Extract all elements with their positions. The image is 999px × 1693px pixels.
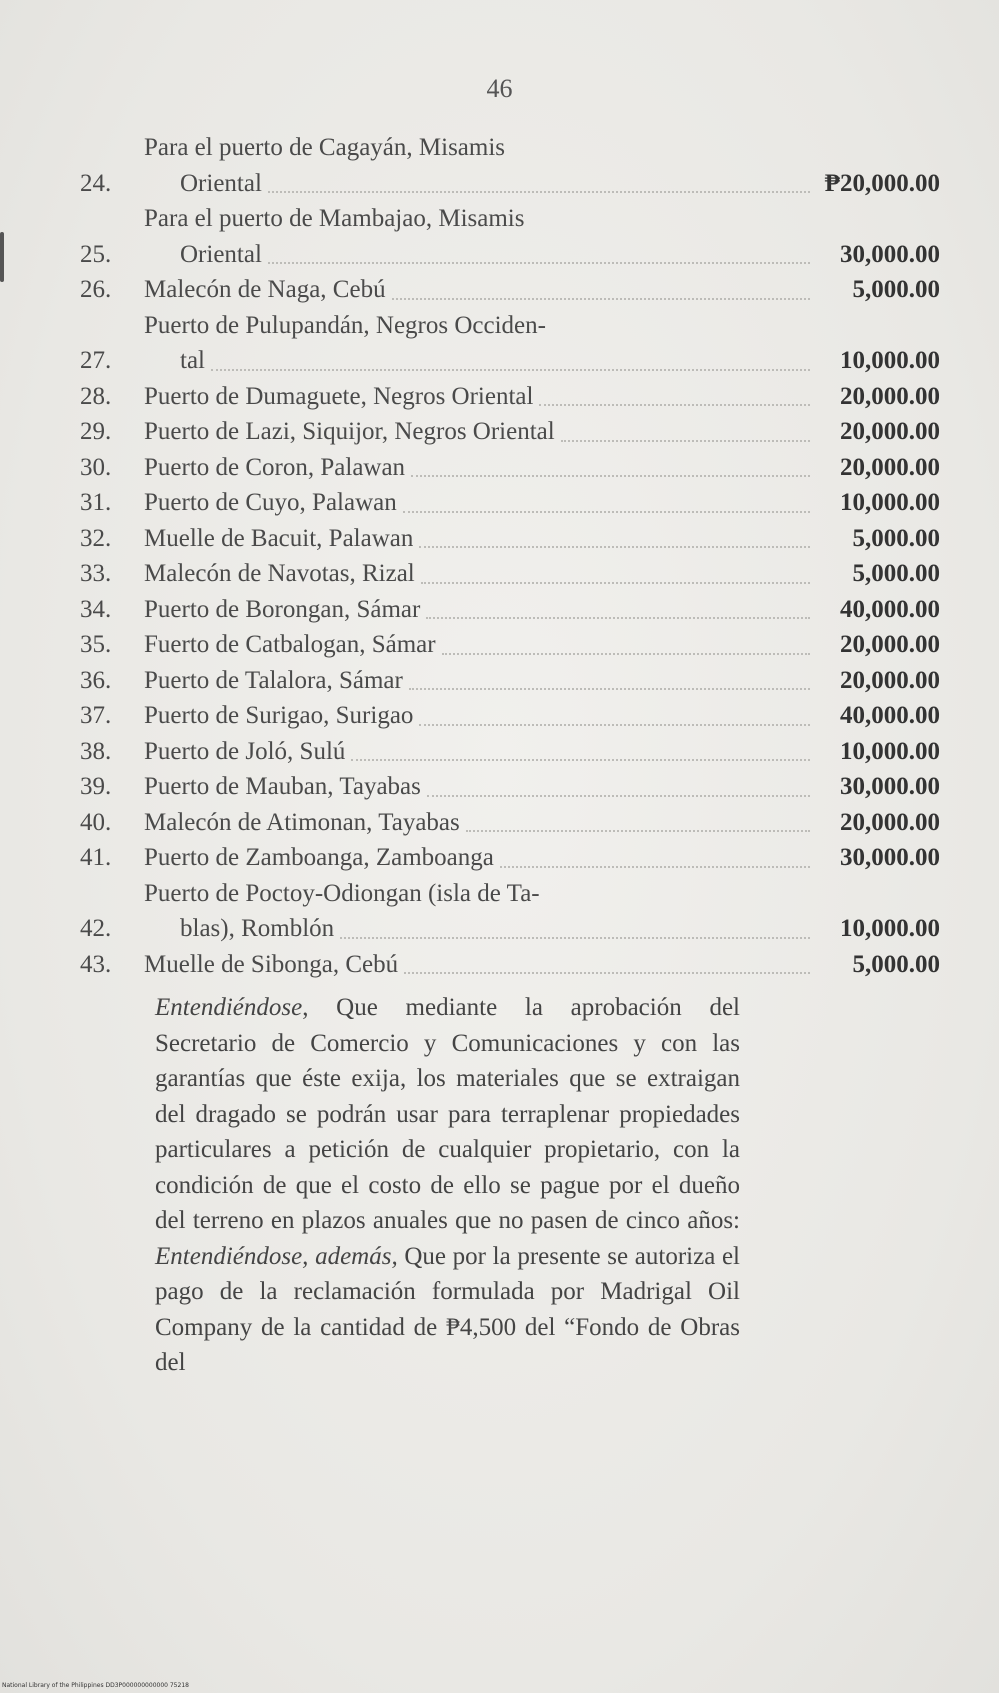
item-description: [144, 592, 814, 628]
page-number: 46: [486, 74, 513, 103]
dot-leader: [421, 582, 810, 584]
dot-leader: [426, 617, 810, 619]
scan-footer: National Library of the Philippines DD3P000000000000 75218: [2, 1682, 189, 1689]
item-amount: 30,000.00: [840, 240, 940, 268]
item-text-line1: Para el puerto de Mambajao, Misamis: [144, 205, 525, 232]
item-description: [144, 805, 814, 841]
item-amount: 5,000.00: [852, 524, 940, 552]
item-text-line1: Malecón de Naga, Cebú: [144, 276, 386, 303]
item-amount: 20,000.00: [840, 382, 940, 410]
item-description: [144, 769, 814, 805]
item-text-line2: Oriental: [180, 169, 262, 197]
item-amount: 10,000.00: [840, 489, 940, 516]
dot-leader: [466, 830, 810, 832]
item-text-line1: Muelle de Bacuit, Palawan: [144, 524, 414, 552]
item-description: [144, 414, 814, 450]
item-amount: 30,000.00: [840, 773, 940, 800]
item-number: 32.: [80, 524, 112, 552]
item-amount: 30,000.00: [840, 844, 940, 871]
dot-leader: [411, 475, 810, 477]
list-item: [80, 876, 940, 947]
item-description: [144, 379, 814, 415]
item-number: 26.: [80, 276, 112, 303]
appropriation-list: [80, 130, 940, 982]
proviso-italic-2: Entendiéndose, además,: [155, 1242, 398, 1270]
item-description: [144, 840, 814, 876]
item-number: 30.: [80, 453, 112, 481]
proviso-italic-1: Entendiéndose: [155, 994, 303, 1021]
dot-leader: [392, 298, 810, 300]
item-number: 38.: [80, 737, 112, 765]
list-item: [80, 592, 940, 628]
item-description: [144, 734, 814, 770]
dot-leader: [351, 759, 810, 761]
item-description: [144, 130, 814, 201]
item-amount: ₱20,000.00: [824, 169, 940, 197]
list-item: [80, 485, 940, 521]
proviso-text-1: , Que mediante la aprobación del Secretario de Comercio y Comunicaciones y con las garantías que éste exija, los materiales que se extraigan del dragado se podrán usar para terraplenar propiedades particulares a petición de cualquier propietario, con la condición de que el costo de ello se pague por el dueño del terreno en plazos anuales que no pasen de cinco años:: [155, 994, 740, 1234]
item-text-line1: Puerto de Pulupandán, Negros Occiden-: [144, 311, 546, 339]
item-description: [144, 627, 814, 663]
item-amount: 10,000.00: [840, 347, 940, 374]
dot-leader: [409, 688, 810, 690]
item-description: [144, 485, 814, 521]
item-amount: 40,000.00: [840, 595, 940, 623]
item-number: 24.: [80, 169, 112, 197]
dot-leader: [500, 866, 810, 868]
list-item: [80, 414, 940, 450]
item-number: 35.: [80, 631, 112, 658]
item-number: 39.: [80, 773, 112, 800]
item-description: [144, 308, 814, 379]
scan-edge-mark: [0, 232, 4, 282]
item-text-line2: Oriental: [180, 240, 262, 268]
item-description: [144, 663, 814, 699]
item-number: 37.: [80, 702, 112, 729]
item-text-line1: Puerto de Coron, Palawan: [144, 453, 406, 481]
item-number: 28.: [80, 382, 112, 410]
item-text-line1: Malecón de Navotas, Rizal: [144, 560, 415, 587]
item-text-line1: Puerto de Joló, Sulú: [144, 737, 346, 765]
list-item: [80, 627, 940, 663]
item-amount: 10,000.00: [840, 737, 940, 765]
list-item: [80, 698, 940, 734]
item-number: 41.: [80, 844, 112, 871]
item-text-line1: Puerto de Talalora, Sámar: [144, 666, 403, 694]
list-item: [80, 201, 940, 272]
item-text-line1: Puerto de Surigao, Surigao: [144, 702, 414, 729]
item-text-line1: Muelle de Sibonga, Cebú: [144, 950, 399, 978]
item-text-line2: tal: [180, 347, 205, 374]
dot-leader: [340, 937, 810, 939]
list-item: [80, 130, 940, 201]
dot-leader: [268, 191, 810, 193]
item-description: [144, 272, 814, 308]
item-text-line1: Puerto de Borongan, Sámar: [144, 595, 421, 623]
item-number: 34.: [80, 595, 112, 623]
list-item: [80, 379, 940, 415]
item-amount: 20,000.00: [840, 808, 940, 836]
item-amount: 5,000.00: [852, 950, 940, 978]
proviso-text-2: Que por la presente se autoriza el pago de la reclamación formulada por Madrigal Oil Company de la cantidad de ₱4,500 del “Fondo de Obras del: [155, 1242, 740, 1376]
list-item: [80, 308, 940, 379]
item-amount: 40,000.00: [840, 702, 940, 729]
item-number: 27.: [80, 347, 112, 374]
item-text-line1: Puerto de Cuyo, Palawan: [144, 489, 397, 516]
dot-leader: [211, 369, 810, 371]
dot-leader: [442, 653, 810, 655]
proviso-paragraph: [155, 990, 740, 1381]
item-text-line1: Puerto de Poctoy-Odiongan (isla de Ta-: [144, 879, 540, 907]
item-text-line1: Puerto de Lazi, Siquijor, Negros Oriental: [144, 418, 555, 445]
dot-leader: [404, 972, 810, 974]
item-number: 29.: [80, 418, 112, 445]
list-item: [80, 663, 940, 699]
item-text-line1: Puerto de Dumaguete, Negros Oriental: [144, 382, 534, 410]
list-item: [80, 450, 940, 486]
item-description: [144, 698, 814, 734]
item-number: 43.: [80, 950, 112, 978]
list-item: [80, 734, 940, 770]
item-description: [144, 450, 814, 486]
list-item: [80, 769, 940, 805]
item-description: [144, 556, 814, 592]
item-amount: 20,000.00: [840, 631, 940, 658]
item-description: [144, 521, 814, 557]
item-number: 36.: [80, 666, 112, 694]
item-number: 31.: [80, 489, 112, 516]
item-amount: 20,000.00: [840, 453, 940, 481]
item-description: [144, 201, 814, 272]
item-number: 40.: [80, 808, 112, 836]
list-item: [80, 805, 940, 841]
item-amount: 20,000.00: [840, 666, 940, 694]
item-text-line1: Puerto de Mauban, Tayabas: [144, 773, 421, 800]
item-text-line1: Fuerto de Catbalogan, Sámar: [144, 631, 436, 658]
dot-leader: [561, 440, 810, 442]
item-amount: 5,000.00: [852, 276, 940, 303]
item-description: [144, 876, 814, 947]
list-item: [80, 556, 940, 592]
dot-leader: [419, 724, 810, 726]
item-description: [144, 947, 814, 983]
item-number: 33.: [80, 560, 112, 587]
item-number: 42.: [80, 915, 112, 942]
list-item: [80, 521, 940, 557]
dot-leader: [419, 546, 810, 548]
list-item: [80, 840, 940, 876]
item-amount: 20,000.00: [840, 418, 940, 445]
list-item: [80, 947, 940, 983]
list-item: [80, 272, 940, 308]
item-text-line1: Puerto de Zamboanga, Zamboanga: [144, 844, 494, 871]
item-text-line1: Para el puerto de Cagayán, Misamis: [144, 134, 506, 161]
dot-leader: [403, 511, 810, 513]
dot-leader: [427, 795, 810, 797]
dot-leader: [539, 404, 810, 406]
item-amount: 10,000.00: [840, 915, 940, 942]
item-text-line1: Malecón de Atimonan, Tayabas: [144, 808, 460, 836]
dot-leader: [268, 262, 810, 264]
item-text-line2: blas), Romblón: [180, 915, 335, 942]
item-amount: 5,000.00: [852, 560, 940, 587]
item-number: 25.: [80, 240, 112, 268]
